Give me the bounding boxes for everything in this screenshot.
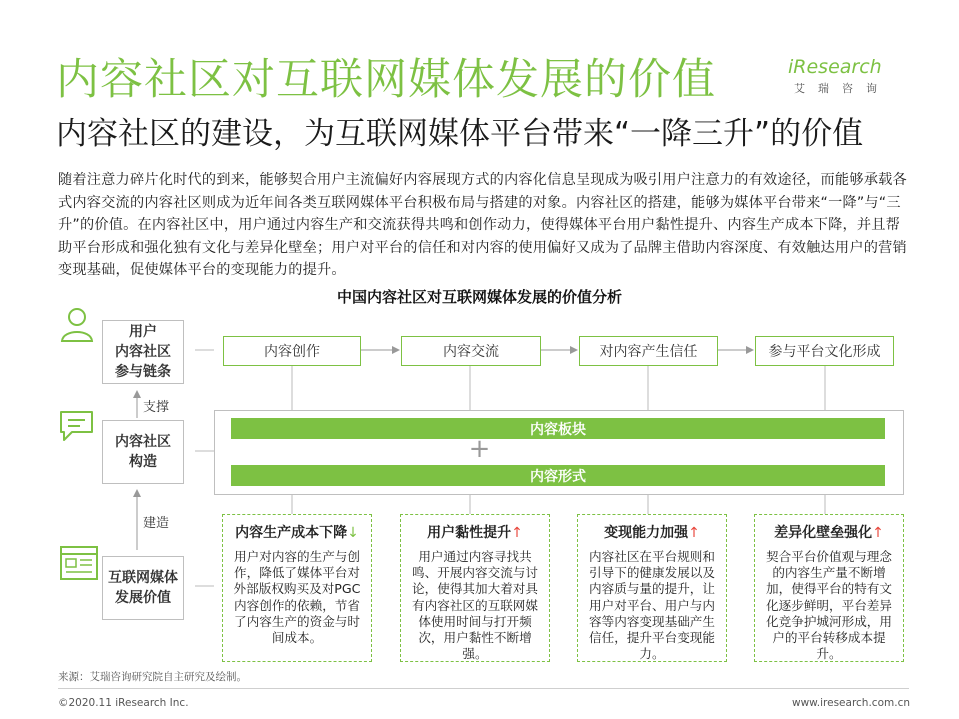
card-title: [223, 522, 371, 542]
arrow-up-icon: ↑: [872, 525, 884, 541]
logo-main-text: iResearch: [788, 56, 882, 78]
community-construction-box: 内容社区 构造: [102, 420, 184, 484]
card-body: 内容社区在平台规则和引导下的健康发展以及内容质与量的提升，让用户对平台、用户与内容等内容变现基础产生信任，提升平台变现能力。: [589, 549, 715, 662]
web-page-icon: [58, 543, 100, 583]
source-note: 来源：艾瑞咨询研究院自主研究及绘制。: [58, 671, 247, 683]
plus-sign: +: [468, 434, 491, 464]
website-link[interactable]: www.iresearch.com.cn: [791, 697, 910, 709]
card-title: [755, 522, 903, 542]
card-title-text: 变现能力加强: [604, 525, 689, 541]
footer-divider: [58, 688, 909, 689]
value-card-differentiation-up: [754, 514, 904, 662]
build-label: 建造: [143, 516, 170, 531]
card-body: 契合平台价值观与理念的内容生产量不断增加，使得平台的特有文化逐步鲜明，平台差异化竞争护城河形成，用户的平台转移成本提升。: [766, 549, 892, 662]
diagram-title: 中国内容社区对互联网媒体发展的价值分析: [336, 288, 622, 306]
user-participation-chain-box: 用户 内容社区 参与链条: [102, 320, 184, 384]
arrow-down-icon: ↓: [347, 525, 359, 541]
content-form-bar: 内容形式: [231, 465, 885, 486]
card-body: 用户通过内容寻找共鸣、开展内容交流与讨论，使得其加大着对具有内容社区的互联网媒体使用时间与打开频次，用户黏性不断增强。: [412, 549, 538, 662]
card-title-text: 差异化壁垒强化: [774, 525, 873, 541]
page-subtitle: 内容社区的建设，为互联网媒体平台带来“一降三升”的价值: [56, 116, 864, 152]
card-body: 用户对内容的生产与创作，降低了媒体平台对外部版权购买及对PGC内容创作的依赖，节省了内容生产的资金与时间成本。: [233, 549, 361, 646]
card-title: [578, 522, 726, 542]
content-section-bar: 内容板块: [231, 418, 885, 439]
flow-step-content-creation: 内容创作: [223, 336, 361, 366]
value-card-monetization-up: [577, 514, 727, 662]
card-title: [401, 522, 549, 542]
flow-step-content-trust: 对内容产生信任: [579, 336, 718, 366]
flow-step-platform-culture: 参与平台文化形成: [755, 336, 894, 366]
card-title-text: 内容生产成本下降: [235, 525, 348, 541]
support-label: 支撑: [143, 400, 170, 415]
user-icon: [58, 305, 96, 345]
logo-sub-text: 艾瑞咨询: [794, 82, 890, 95]
intro-paragraph: 随着注意力碎片化时代的到来，能够契合用户主流偏好内容展现方式的内容化信息呈现成为吸引用户注意力的有效途径，而能够承载各式内容交流的内容社区则成为近年间各类互联网媒体平台积极布局与搭建的对象。内容社区的搭建，能够为媒体平台带来“一降”与“三升”的价值。在内容社区中，用户通过内容生产和交流获得共鸣和创作动力，使得媒体平台用户黏性提升、内容生产成本下降，并且帮助平台形成和强化独有文化与差异化壁垒；用户对平台的信任和对内容的使用偏好又成为了品牌主借助内容深度、有效触达用户的营销变现基础，促使媒体平台的变现能力的提升。: [58, 172, 907, 279]
arrow-up-icon: ↑: [511, 525, 523, 541]
arrow-up-icon: ↑: [688, 525, 700, 541]
flow-step-content-exchange: 内容交流: [401, 336, 541, 366]
copyright-text: ©2020.11 iResearch Inc.: [58, 697, 189, 709]
page-title: 内容社区对互联网媒体发展的价值: [56, 55, 716, 105]
media-development-value-box: 互联网媒体 发展价值: [102, 556, 184, 620]
value-card-cost-down: [222, 514, 372, 662]
value-card-stickiness-up: [400, 514, 550, 662]
card-title-text: 用户黏性提升: [427, 525, 512, 541]
